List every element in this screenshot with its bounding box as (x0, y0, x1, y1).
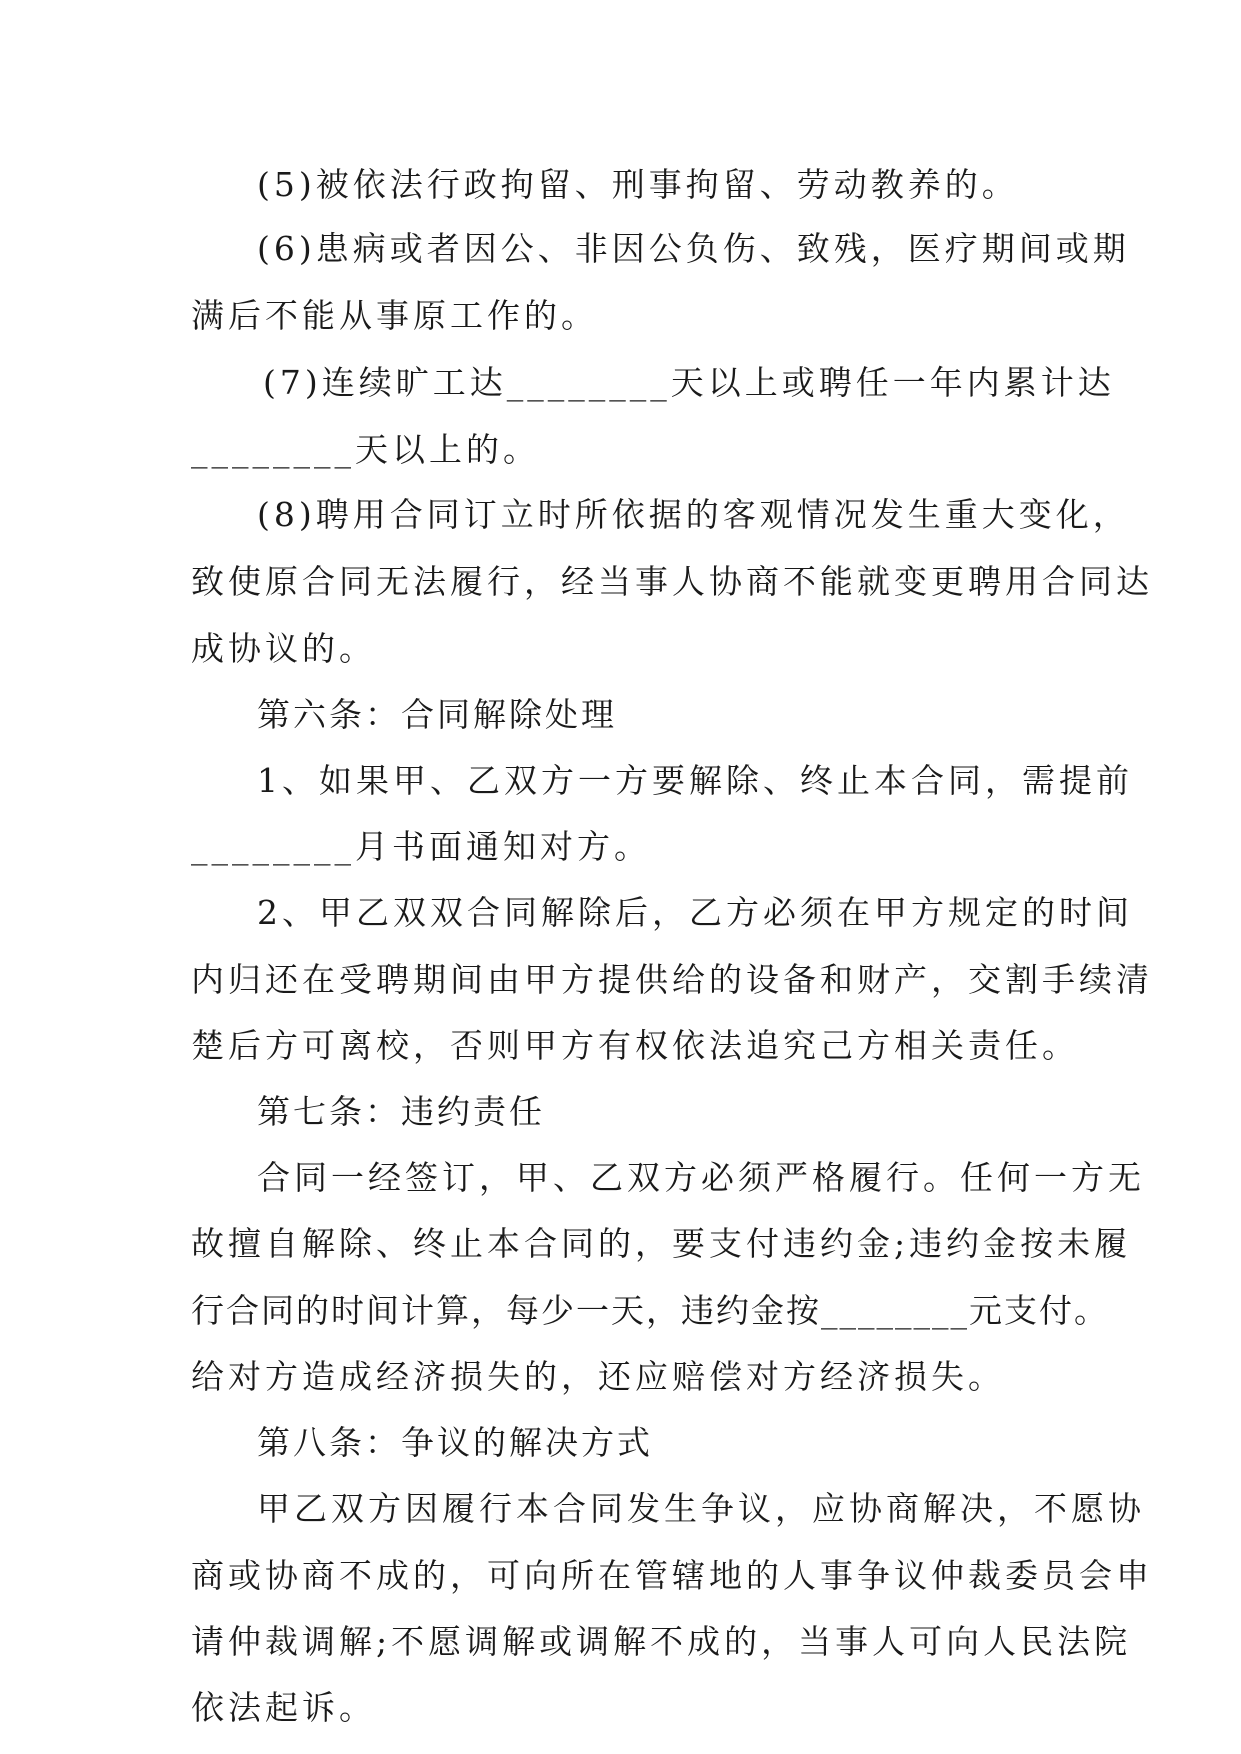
article-6-item-2-line-3: 楚后方可离校，否则甲方有权依法追究己方相关责任。 (191, 1026, 1079, 1065)
article-6-item-1-line-1: 1、如果甲、乙双方一方要解除、终止本合同，需提前 (257, 761, 1133, 800)
article-8-line-2: 商或协商不成的，可向所在管辖地的人事争议仲裁委员会申 (191, 1556, 1153, 1595)
article-6-item-2-line-2: 内归还在受聘期间由甲方提供给的设备和财产，交割手续清 (191, 960, 1153, 999)
clause-6-line-2: 满后不能从事原工作的。 (191, 296, 598, 335)
article-8-line-3: 请仲裁调解;不愿调解或调解不成的，当事人可向人民法院 (191, 1622, 1132, 1661)
clause-8-line-3: 成协议的。 (191, 629, 376, 668)
article-7-heading: 第七条：违约责任 (257, 1092, 545, 1131)
article-8-heading: 第八条：争议的解决方式 (257, 1423, 653, 1462)
article-7-line-2: 故擅自解除、终止本合同的，要支付违约金;违约金按未履 (191, 1224, 1132, 1263)
clause-7-line-1: (7)连续旷工达________天以上或聘任一年内累计达 (263, 363, 1115, 402)
article-6-item-2-line-1: 2、甲乙双双合同解除后，乙方必须在甲方规定的时间 (257, 893, 1133, 932)
clause-5-line: (5)被依法行政拘留、刑事拘留、劳动教养的。 (257, 165, 1019, 204)
clause-8-line-2: 致使原合同无法履行，经当事人协商不能就变更聘用合同达 (191, 562, 1153, 601)
article-7-line-3: 行合同的时间计算，每少一天，违约金按________元支付。 (191, 1291, 1109, 1330)
article-6-heading: 第六条：合同解除处理 (257, 695, 617, 734)
clause-8-line-1: (8)聘用合同订立时所依据的客观情况发生重大变化， (257, 495, 1130, 534)
clause-7-line-2: ________天以上的。 (191, 430, 540, 469)
article-7-line-4: 给对方造成经济损失的，还应赔偿对方经济损失。 (191, 1357, 1005, 1396)
article-7-line-1: 合同一经签订，甲、乙双方必须严格履行。任何一方无 (257, 1158, 1145, 1197)
article-8-line-4: 依法起诉。 (191, 1688, 376, 1727)
article-8-line-1: 甲乙双方因履行本合同发生争议，应协商解决，不愿协 (257, 1489, 1145, 1528)
article-6-item-1-line-2: ________月书面通知对方。 (191, 827, 651, 866)
clause-6-line-1: (6)患病或者因公、非因公负伤、致残，医疗期间或期 (257, 229, 1130, 268)
